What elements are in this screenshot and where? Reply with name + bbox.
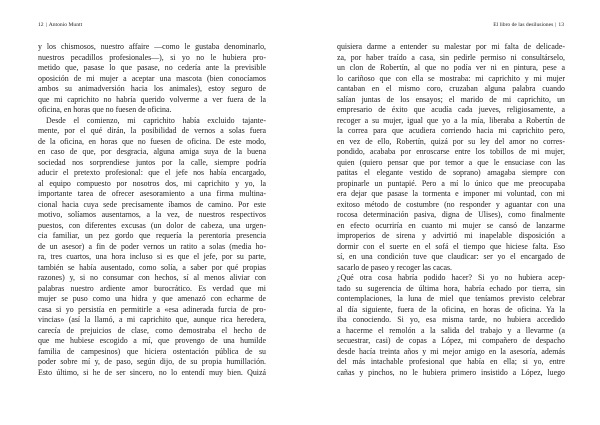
right-page-number: 13 bbox=[558, 22, 564, 28]
text-line: que me hubiese escogido a mí, que provengo de una humilde bbox=[38, 336, 266, 345]
text-line: metido que, pasase lo que pasase, no cedería ante la previsible bbox=[38, 63, 266, 72]
text-line: za, por haber traído a casa, sin pedirle permiso ni consultárselo, bbox=[337, 52, 565, 62]
text-line: oposición de mi mujer a aceptar una mascota (bien conocíamos bbox=[38, 73, 266, 83]
text-line: Esto último, si he de ser sincero, no lo entendí muy bien. Quizá bbox=[38, 367, 266, 377]
text-line: pondido, acababa por enroscarse entre los tobillos de mi mujer, bbox=[337, 147, 565, 156]
header-separator: | bbox=[45, 22, 47, 28]
text-line: al día siguiente, fuera de la oficina, en horas de oficina. Ya la bbox=[337, 304, 565, 314]
text-line: secuestrar, casi) de copas a López, mi compañero de despacho bbox=[337, 336, 565, 345]
text-line: la correa para que acudiera corriendo hacia mi caprichito pero, bbox=[337, 126, 565, 135]
text-line: cional hacia cuya sede precisamente íbamos de camino. Por este bbox=[38, 199, 266, 209]
text-line: sociedad nos sorprendiese juntos por la calle, siempre podría bbox=[38, 157, 266, 167]
text-line: empresario de éxito que acudía cada jueves, religiosamente, a bbox=[337, 105, 565, 114]
text-line: que mi caprichito no habría querido volverme a ver fuera de la bbox=[38, 94, 266, 104]
text-line: de la oficina, en horas que no fuesen de oficina. De este modo, bbox=[38, 136, 266, 146]
right-page bbox=[300, 0, 600, 425]
text-line: a hacerme el remolón a la salida del trabajo y a llevarme (a bbox=[337, 325, 565, 335]
text-line: sacarlo de paseo y recoger las cacas. bbox=[337, 262, 453, 272]
left-running-head: Antonio Muntt bbox=[48, 22, 83, 28]
text-line: razones) y, si no consumar con hechos, sí al menos aliviar con bbox=[38, 273, 266, 282]
right-page-body bbox=[337, 42, 565, 378]
text-line: del más intachable profesional que había en ella; si yo, entre bbox=[337, 357, 565, 366]
text-line: ¿Qué otra cosa habría podido hacer? Si yo no hubiera acep- bbox=[337, 273, 565, 282]
text-line: cia familiar, un pez gordo que requería la perentoria presencia bbox=[38, 231, 266, 240]
text-line: y los chismosos, nuestro affaire —como le gustaba denominarlo, bbox=[38, 42, 266, 51]
text-line: improperios de sirena y advirtió mi inapelable disposición a bbox=[337, 231, 565, 240]
text-line: salían juntas de los ensayos; el marido de mi caprichito, un bbox=[337, 94, 565, 104]
text-line: familia de campesinos) que hiciera ostentación pública de su bbox=[38, 346, 266, 356]
text-line: contemplaciones, la luna de miel que teníamos previsto celebrar bbox=[337, 294, 565, 303]
text-line: en vez de ello, Robertín, quizá por su ley del amor no corres- bbox=[337, 136, 565, 146]
text-line: quisiera darme a entender su malestar por mi falta de delicade- bbox=[337, 42, 565, 51]
text-line: rocosa determinación pasiva, digna de Ulises), como finalmente bbox=[337, 210, 565, 219]
text-line: importante tarea de ofrecer asesoramiento a una firma multina- bbox=[38, 189, 266, 198]
text-line: en efecto ocurriría en cuanto mi mujer se cansó de lanzarme bbox=[337, 220, 565, 230]
right-page-header bbox=[493, 22, 564, 29]
text-line: vincias» (así la llamó, a mi caprichito que, aunque rica heredera, bbox=[38, 315, 266, 324]
text-line: cañas y pinchos, no le hubiera primero insistido a López, luego bbox=[337, 367, 565, 377]
text-line: cantaban en el mismo coro, cruzaban alguna palabra cuando bbox=[337, 84, 565, 93]
text-line: puestos, con diferentes excusas (un dolor de cabeza, una urgen- bbox=[38, 220, 266, 230]
text-line: sí, en una condición tuve que claudicar: ser yo el encargado de bbox=[337, 252, 565, 261]
text-line: en caso de que, por desgracia, alguna amiga suya de la buena bbox=[38, 147, 266, 156]
text-line: un clon de Robertín, al que no podía ver ni en pintura, pese a bbox=[337, 63, 565, 72]
text-line: motivo, solíamos ausentarnos, a la vez, de nuestros respectivos bbox=[38, 210, 266, 219]
text-line: tado su sugerencia de última hora, habría echado por tierra, sin bbox=[337, 283, 565, 293]
left-page-header bbox=[38, 22, 82, 29]
text-line: dormir con el suerte en el sofá el tiempo que hiciese falta. Eso bbox=[337, 241, 565, 251]
text-line: poder sobre mí y, de paso, según dijo, de su propia humillación. bbox=[38, 357, 266, 366]
text-line: mujer se puso como una hidra y que amenazó con echarme de bbox=[38, 294, 266, 303]
text-line: desde hacía treinta años y mi mejor amigo en la asesoría, además bbox=[337, 346, 565, 356]
text-line: iba conociendo. Si yo, esa misma tarde, no hubiera accedido bbox=[337, 315, 565, 324]
text-line: mente, por el qué dirán, la posibilidad de vernos a solas fuera bbox=[38, 126, 266, 135]
text-line: nuestros pecadillos profesionales—), si yo no le hubiera pro- bbox=[38, 52, 266, 62]
text-line: también se había ausentado, como solía, a saber por qué propias bbox=[38, 262, 266, 272]
text-line: quien (quiero pensar que por temor a que le ensuciase con las bbox=[337, 157, 565, 167]
text-line: casa si yo persistía en permitirle a «esa adinerada furcia de pro- bbox=[38, 304, 266, 314]
text-line: Desde el comienzo, mi caprichito había excluido tajante- bbox=[46, 115, 266, 125]
text-line: lo cariñoso que con ella se mostraba: mi caprichito y mi mujer bbox=[337, 73, 565, 83]
text-line: patitas el elegante vestido de soprano) amagaba siempre con bbox=[337, 168, 565, 177]
text-line: aducir el pretexto profesional: que el jefe nos había encargado, bbox=[38, 168, 266, 177]
text-line: recoger a su mujer, igual que yo a la mía, liberaba a Robertín de bbox=[337, 115, 565, 125]
text-line: carecía de prejuicios de clase, como demostraba el hecho de bbox=[38, 325, 266, 335]
text-line: al equipo compuesto por nosotros dos, mi caprichito y yo, la bbox=[38, 178, 266, 188]
text-line: ambos su animadversión hacia los animales), estoy seguro de bbox=[38, 84, 266, 93]
right-running-head: El libro de las desilusiones bbox=[493, 22, 554, 28]
text-line: de un asesor) a fin de poder vernos un ratito a solas (media ho- bbox=[38, 241, 266, 251]
header-separator: | bbox=[555, 22, 557, 28]
text-line: exitoso método de costumbre (no responder y aguantar con una bbox=[337, 199, 565, 209]
text-line: oficina, en horas que no fuesen de oficina. bbox=[38, 105, 172, 114]
left-page-number: 12 bbox=[38, 22, 44, 28]
text-line: palabras nuestro ardiente amor burocrático. Es verdad que mi bbox=[38, 283, 266, 293]
left-page-body bbox=[38, 42, 266, 378]
text-line: era dejar que pasase la tormenta e imponer mi voluntad, con mi bbox=[337, 189, 565, 198]
text-line: propinarle un puntapié. Pero a mí lo único que me preocupaba bbox=[337, 178, 565, 188]
text-line: ra, tres cuartos, una hora incluso si es que el jefe, por su parte, bbox=[38, 252, 266, 261]
